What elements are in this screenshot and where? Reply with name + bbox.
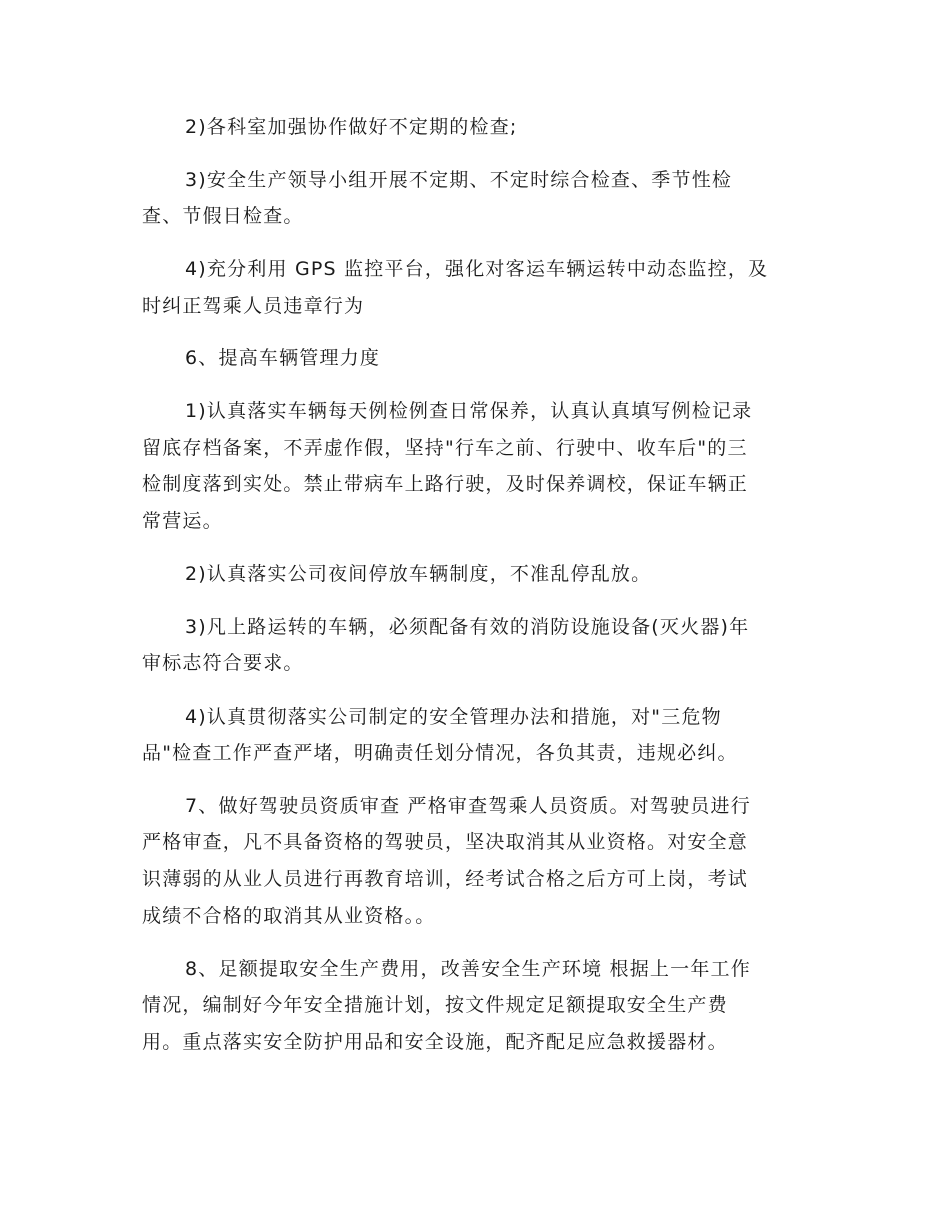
paragraph-8-line-1: 4)认真贯彻落实公司制定的安全管理办法和措施，对"三危物 bbox=[185, 706, 722, 728]
paragraph-8-line-2: 品"检查工作严查严堵，明确责任划分情况，各负其责，违规必纠。 bbox=[142, 742, 738, 764]
paragraph-9-line-1: 7、做好驾驶员资质审查 严格审查驾乘人员资质。对驾驶员进行 bbox=[185, 795, 751, 817]
paragraph-3-line-2: 时纠正驾乘人员违章行为 bbox=[142, 295, 365, 317]
paragraph-7-line-2: 审标志符合要求。 bbox=[142, 652, 304, 674]
paragraph-2-line-1: 3)安全生产领导小组开展不定期、不定时综合检查、季节性检 bbox=[185, 169, 733, 191]
paragraph-10-line-1: 8、足额提取安全生产费用，改善安全生产环境 根据上一年工作 bbox=[185, 958, 751, 980]
paragraph-5-line-4: 常营运。 bbox=[142, 510, 223, 532]
paragraph-9-line-4: 成绩不合格的取消其从业资格。。 bbox=[142, 905, 436, 927]
paragraph-9-line-2: 严格审查，凡不具备资格的驾驶员，坚决取消其从业资格。对安全意 bbox=[142, 831, 749, 853]
paragraph-7-line-1: 3)凡上路运转的车辆，必须配备有效的消防设施设备(灭火器)年 bbox=[185, 616, 750, 638]
paragraph-2-line-2: 查、节假日检查。 bbox=[142, 205, 304, 227]
section-6-heading: 6、提高车辆管理力度 bbox=[185, 347, 381, 369]
paragraph-5-line-1: 1)认真落实车辆每天例检例查日常保养，认真认真填写例检记录 bbox=[185, 400, 753, 422]
paragraph-5-line-2: 留底存档备案，不弄虚作假，坚持"行车之前、行驶中、收车后"的三 bbox=[142, 437, 748, 459]
paragraph-3-line-1: 4)充分利用 GPS 监控平台，强化对客运车辆运转中动态监控，及 bbox=[185, 258, 769, 280]
paragraph-9-line-3: 识薄弱的从业人员进行再教育培训，经考试合格之后方可上岗，考试 bbox=[142, 868, 749, 890]
paragraph-1-line-1: 2)各科室加强协作做好不定期的检查; bbox=[185, 116, 518, 138]
paragraph-10-line-2: 情况，编制好今年安全措施计划，按文件规定足额提取安全生产费 bbox=[142, 994, 728, 1016]
paragraph-6-line-1: 2)认真落实公司夜间停放车辆制度，不准乱停乱放。 bbox=[185, 563, 652, 585]
paragraph-10-line-3: 用。重点落实安全防护用品和安全设施，配齐配足应急救援器材。 bbox=[142, 1031, 728, 1053]
paragraph-5-line-3: 检制度落到实处。禁止带病车上路行驶，及时保养调校，保证车辆正 bbox=[142, 473, 749, 495]
